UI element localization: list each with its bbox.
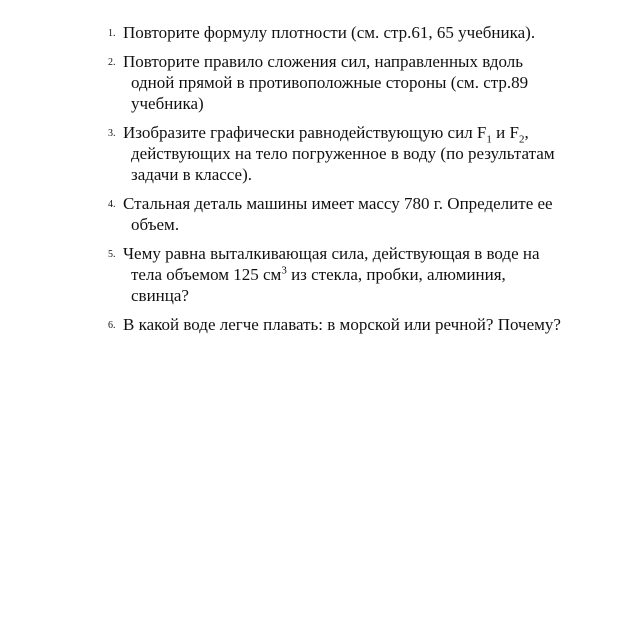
task-number: 4. <box>108 199 116 210</box>
task-item-5 <box>108 243 608 306</box>
text-segment: тела объемом 125 см <box>131 265 282 284</box>
task-number: 3. <box>108 128 116 139</box>
superscript-cubic: 3 <box>281 264 287 277</box>
task-text-line: одной прямой в противоположные стороны (см. стр.89 <box>131 73 529 92</box>
task-item-2 <box>108 51 608 114</box>
task-text-line <box>123 122 608 146</box>
text-segment: и F <box>491 123 519 142</box>
task-text-line: объем. <box>131 215 180 234</box>
text-segment: Изобразите графически равнодействующую сил F <box>123 123 487 142</box>
task-text-line: свинца? <box>131 286 189 305</box>
task-text-line: Чему равна выталкивающая сила, действующая в воде на <box>123 244 540 263</box>
task-text-line: действующих на тело погруженное в воду (по результатам <box>131 144 555 163</box>
text-segment: из стекла, пробки, алюминия, <box>286 265 506 284</box>
task-item-3 <box>108 122 608 185</box>
task-text-line: Повторите формулу плотности (см. стр.61, 65 учебника). <box>123 23 536 42</box>
task-text-line <box>123 264 608 285</box>
subscript-f2: 2 <box>518 133 525 146</box>
task-number: 5. <box>108 249 116 260</box>
task-text-line: В какой воде легче плавать: в морской или речной? Почему? <box>123 315 561 334</box>
task-number: 1. <box>108 28 116 39</box>
task-text-line: Повторите правило сложения сил, направленных вдоль <box>123 52 523 71</box>
task-text-line: задачи в классе). <box>131 165 252 184</box>
task-number: 6. <box>108 320 116 331</box>
text-segment: , <box>524 123 529 142</box>
task-item-6 <box>108 314 608 335</box>
homework-task-list <box>108 22 608 343</box>
subscript-f1: 1 <box>486 133 492 146</box>
task-text-line: учебника) <box>131 94 204 113</box>
task-number: 2. <box>108 57 116 68</box>
task-item-4 <box>108 193 608 235</box>
task-text-line: Стальная деталь машины имеет массу 780 г. Определите ее <box>123 194 553 213</box>
task-item-1 <box>108 22 608 43</box>
